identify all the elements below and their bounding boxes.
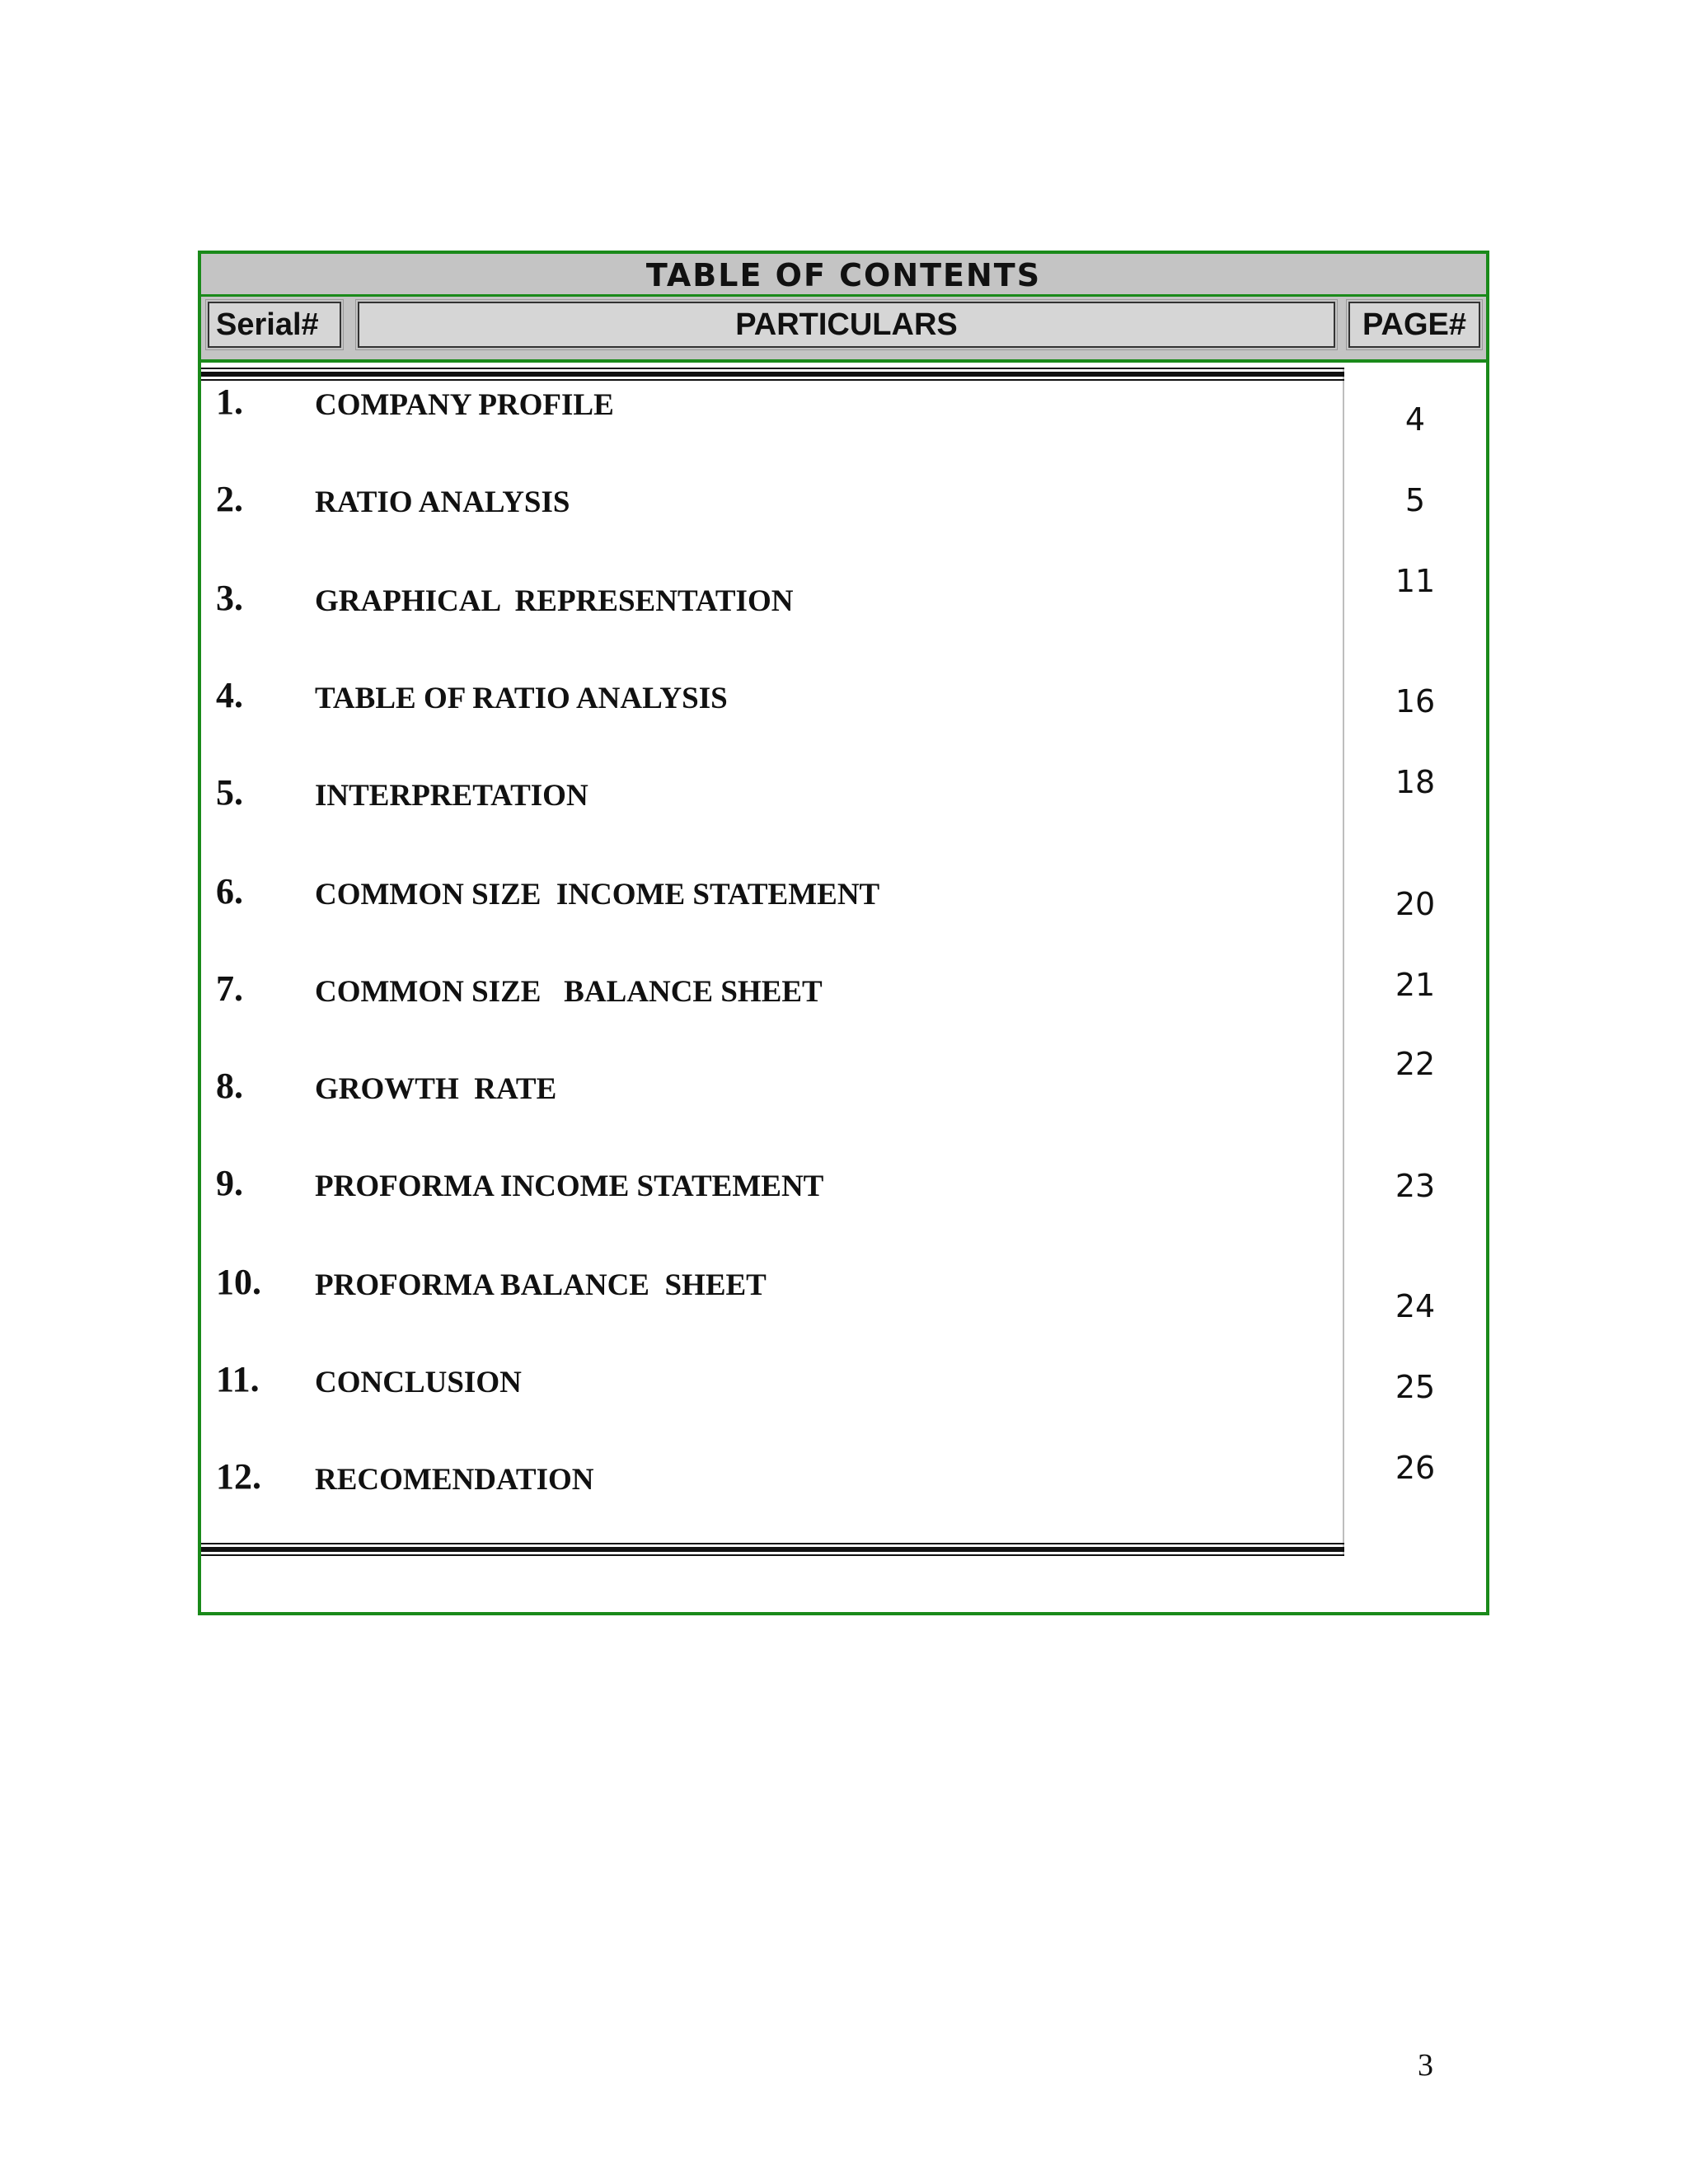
entry-label: COMMON SIZE BALANCE SHEET bbox=[315, 975, 823, 1009]
entry-page-number: 20 bbox=[1395, 886, 1436, 922]
toc-header-row bbox=[201, 297, 1486, 363]
entry-page-number: 18 bbox=[1395, 764, 1436, 800]
particulars-column-header: PARTICULARS bbox=[358, 302, 1335, 348]
entry-page-number: 26 bbox=[1395, 1450, 1436, 1486]
entry-label: PROFORMA BALANCE SHEET bbox=[315, 1268, 767, 1302]
bottom-rule bbox=[201, 1543, 1344, 1556]
entry-page-number: 5 bbox=[1404, 482, 1426, 518]
entry-number: 12. bbox=[216, 1456, 261, 1497]
entry-number: 11. bbox=[216, 1359, 260, 1399]
toc-entry[interactable] bbox=[201, 1159, 1344, 1208]
entry-page-number: 24 bbox=[1395, 1288, 1436, 1324]
entry-number: 9. bbox=[216, 1163, 243, 1203]
entry-label: COMMON SIZE INCOME STATEMENT bbox=[315, 878, 880, 912]
entry-number: 6. bbox=[216, 871, 243, 912]
toc-entry[interactable] bbox=[201, 377, 1344, 427]
toc-entry[interactable] bbox=[201, 671, 1344, 720]
toc-entry[interactable] bbox=[201, 1258, 1344, 1307]
entry-number: 1. bbox=[216, 382, 243, 422]
toc-entry[interactable] bbox=[201, 768, 1344, 818]
entry-label: TABLE OF RATIO ANALYSIS bbox=[315, 682, 728, 715]
toc-entry[interactable] bbox=[201, 1062, 1344, 1111]
entry-page-number: 21 bbox=[1395, 967, 1436, 1003]
entry-label: CONCLUSION bbox=[315, 1366, 522, 1399]
entry-label: PROFORMA INCOME STATEMENT bbox=[315, 1169, 824, 1203]
toc-entry[interactable] bbox=[201, 475, 1344, 524]
entry-label: INTERPRETATION bbox=[315, 779, 588, 813]
toc-entry[interactable] bbox=[201, 1355, 1344, 1404]
entry-label: COMPANY PROFILE bbox=[315, 388, 614, 422]
entry-page-number: 22 bbox=[1395, 1046, 1436, 1082]
entry-number: 10. bbox=[216, 1262, 261, 1302]
toc-title: TABLE OF CONTENTS bbox=[201, 254, 1486, 297]
entry-number: 3. bbox=[216, 578, 243, 618]
entry-page-number: 4 bbox=[1404, 401, 1426, 438]
entry-number: 5. bbox=[216, 772, 243, 813]
entry-number: 4. bbox=[216, 675, 243, 715]
entry-label: GROWTH RATE bbox=[315, 1072, 557, 1106]
entry-page-number: 25 bbox=[1395, 1369, 1436, 1405]
serial-column-header: Serial# bbox=[208, 302, 341, 348]
toc-entry[interactable] bbox=[201, 867, 1344, 916]
entry-number: 2. bbox=[216, 479, 243, 519]
toc-entry[interactable] bbox=[201, 964, 1344, 1014]
entry-page-number: 16 bbox=[1395, 683, 1436, 719]
toc-entry[interactable] bbox=[201, 574, 1344, 623]
entry-page-number: 23 bbox=[1395, 1168, 1436, 1204]
page-number: 3 bbox=[1418, 2048, 1433, 2083]
entry-label: GRAPHICAL REPRESENTATION bbox=[315, 584, 794, 618]
toc-entries-panel bbox=[201, 368, 1344, 1554]
entry-number: 7. bbox=[216, 968, 243, 1009]
table-of-contents bbox=[198, 251, 1489, 1615]
toc-entry[interactable] bbox=[201, 1452, 1344, 1502]
entry-number: 8. bbox=[216, 1066, 243, 1106]
page-column-header: PAGE# bbox=[1348, 302, 1480, 348]
entry-label: RATIO ANALYSIS bbox=[315, 485, 570, 519]
entry-page-number: 11 bbox=[1395, 563, 1436, 599]
entry-label: RECOMENDATION bbox=[315, 1463, 594, 1497]
